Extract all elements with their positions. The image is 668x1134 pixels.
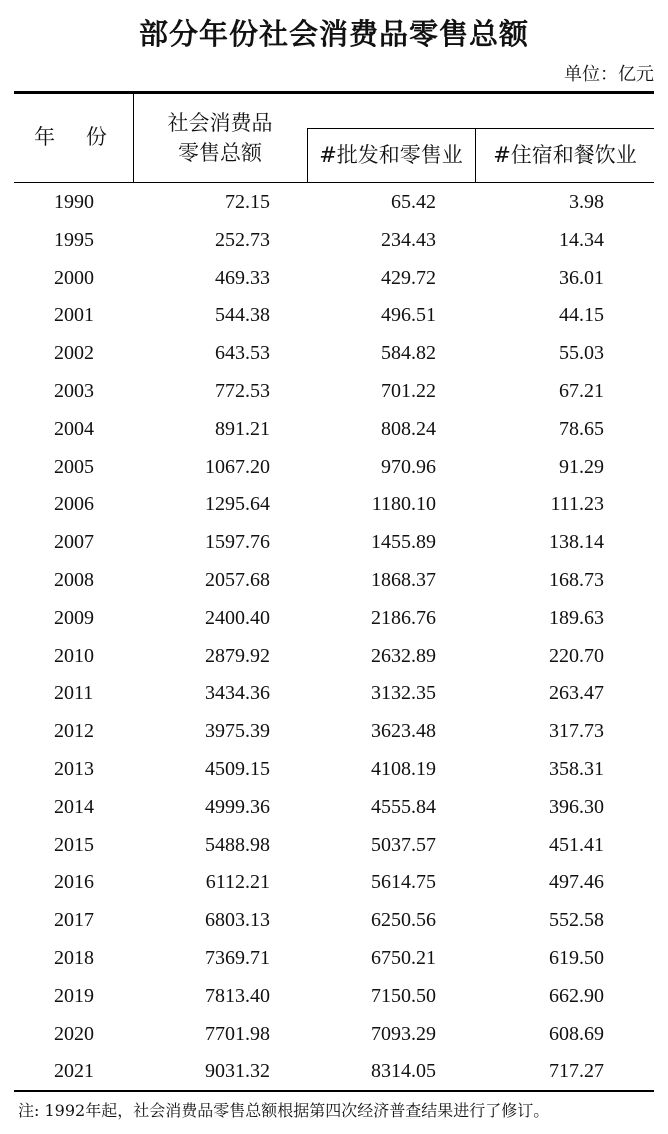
cell-total: 252.73 [215,228,270,251]
table-row [14,336,654,374]
cell-accommodation: 14.34 [559,228,604,251]
cell-wholesale: 6250.56 [371,909,436,932]
cell-wholesale: 701.22 [381,379,436,402]
cell-accommodation: 138.14 [549,531,604,554]
cell-year: 2003 [54,379,94,402]
header-accommodation: #住宿和餐饮业 [493,143,637,167]
cell-total: 1597.76 [205,531,270,554]
table-row [14,374,654,412]
cell-total: 72.15 [225,191,270,213]
cell-year: 2015 [54,833,94,856]
cell-total: 772.53 [215,379,270,402]
cell-total: 544.38 [215,304,270,327]
cell-wholesale: 3623.48 [371,720,436,743]
table-row [14,865,654,903]
cell-wholesale: 2632.89 [371,644,436,667]
cell-accommodation: 3.98 [569,191,604,213]
cell-wholesale: 65.42 [391,191,436,213]
cell-accommodation: 552.58 [549,909,604,932]
cell-year: 1990 [54,191,94,213]
page-title: 部分年份社会消费品零售总额 [138,17,529,51]
cell-accommodation: 619.50 [549,946,604,969]
cell-accommodation: 220.70 [549,644,604,667]
cell-accommodation: 451.41 [549,833,604,856]
cell-wholesale: 6750.21 [371,946,436,969]
cell-total: 7813.40 [205,984,270,1007]
table-row [14,676,654,714]
table-top-rule [14,91,654,94]
cell-accommodation: 91.29 [559,455,604,478]
cell-accommodation: 168.73 [549,568,604,591]
table-row [14,412,654,450]
cell-year: 2008 [54,568,94,591]
table-row [14,752,654,790]
cell-wholesale: 970.96 [381,455,436,478]
cell-year: 2016 [54,871,94,894]
header-bottom-rule [14,182,654,183]
header-sub-rule [307,128,654,129]
table-body [14,185,654,1092]
cell-year: 2005 [54,455,94,478]
cell-wholesale: 496.51 [381,304,436,327]
cell-year: 2017 [54,909,94,932]
table-row [14,450,654,488]
cell-wholesale: 7150.50 [371,984,436,1007]
cell-total: 5488.98 [205,833,270,856]
cell-accommodation: 55.03 [559,342,604,365]
cell-wholesale: 1455.89 [371,531,436,554]
cell-year: 2000 [54,266,94,289]
cell-year: 2012 [54,720,94,743]
table-row [14,1017,654,1055]
cell-accommodation: 44.15 [559,304,604,327]
cell-accommodation: 67.21 [559,379,604,402]
cell-accommodation: 189.63 [549,606,604,629]
cell-year: 2019 [54,984,94,1007]
header-wholesale: #批发和零售业 [319,143,463,167]
cell-year: 2014 [54,795,94,818]
header-total-line1: 社会消费品 [167,111,273,135]
cell-accommodation: 396.30 [549,795,604,818]
cell-accommodation: 717.27 [549,1060,604,1083]
cell-year: 2010 [54,644,94,667]
cell-total: 9031.32 [205,1060,270,1083]
table-row [14,185,654,223]
cell-total: 1295.64 [205,493,270,516]
cell-wholesale: 3132.35 [371,682,436,705]
cell-accommodation: 78.65 [559,417,604,440]
cell-total: 3434.36 [205,682,270,705]
cell-wholesale: 234.43 [381,228,436,251]
cell-year: 1995 [54,228,94,251]
cell-total: 643.53 [215,342,270,365]
cell-accommodation: 263.47 [549,682,604,705]
cell-total: 469.33 [215,266,270,289]
cell-year: 2009 [54,606,94,629]
table-row [14,525,654,563]
table-row [14,223,654,261]
header-total-line2: 零售总额 [178,141,262,165]
cell-accommodation: 111.23 [550,493,604,516]
cell-accommodation: 317.73 [549,720,604,743]
table-row [14,639,654,677]
cell-year: 2018 [54,946,94,969]
table-row [14,261,654,299]
unit-label: 单位：亿元 [564,64,654,85]
cell-total: 3975.39 [205,720,270,743]
cell-accommodation: 662.90 [549,984,604,1007]
cell-total: 1067.20 [205,455,270,478]
cell-total: 6803.13 [205,909,270,932]
table-row [14,714,654,752]
header-total [134,108,306,168]
table-row [14,1054,654,1092]
table-row [14,790,654,828]
cell-year: 2004 [54,417,94,440]
cell-accommodation: 36.01 [559,266,604,289]
cell-year: 2013 [54,757,94,780]
cell-wholesale: 1180.10 [371,493,436,516]
cell-year: 2001 [54,304,94,327]
cell-total: 4509.15 [205,757,270,780]
cell-wholesale: 4555.84 [371,795,436,818]
cell-wholesale: 5614.75 [371,871,436,894]
cell-wholesale: 4108.19 [371,757,436,780]
cell-wholesale: 8314.05 [371,1060,436,1083]
cell-accommodation: 608.69 [549,1022,604,1045]
cell-wholesale: 429.72 [381,266,436,289]
cell-accommodation: 358.31 [549,757,604,780]
cell-year: 2007 [54,531,94,554]
cell-accommodation: 497.46 [549,871,604,894]
cell-year: 2011 [54,682,94,705]
cell-total: 7701.98 [205,1022,270,1045]
cell-total: 4999.36 [205,795,270,818]
cell-year: 2021 [54,1060,94,1083]
cell-total: 891.21 [215,417,270,440]
cell-year: 2002 [54,342,94,365]
cell-wholesale: 5037.57 [371,833,436,856]
table-row [14,979,654,1017]
header-year: 年 份 [34,125,119,149]
cell-year: 2020 [54,1022,94,1045]
cell-wholesale: 808.24 [381,417,436,440]
cell-total: 2879.92 [205,644,270,667]
cell-wholesale: 2186.76 [371,606,436,629]
table-row [14,298,654,336]
footnote: 注: 1992年起，社会消费品零售总额根据第四次经济普查结果进行了修订。 [18,1101,550,1120]
cell-total: 6112.21 [205,871,270,894]
cell-total: 2057.68 [205,568,270,591]
table-row [14,828,654,866]
cell-year: 2006 [54,493,94,516]
table-row [14,601,654,639]
cell-wholesale: 584.82 [381,342,436,365]
table-row [14,903,654,941]
cell-wholesale: 7093.29 [371,1022,436,1045]
table-row [14,563,654,601]
cell-total: 2400.40 [205,606,270,629]
cell-wholesale: 1868.37 [371,568,436,591]
table-row [14,941,654,979]
table-row [14,487,654,525]
cell-total: 7369.71 [205,946,270,969]
